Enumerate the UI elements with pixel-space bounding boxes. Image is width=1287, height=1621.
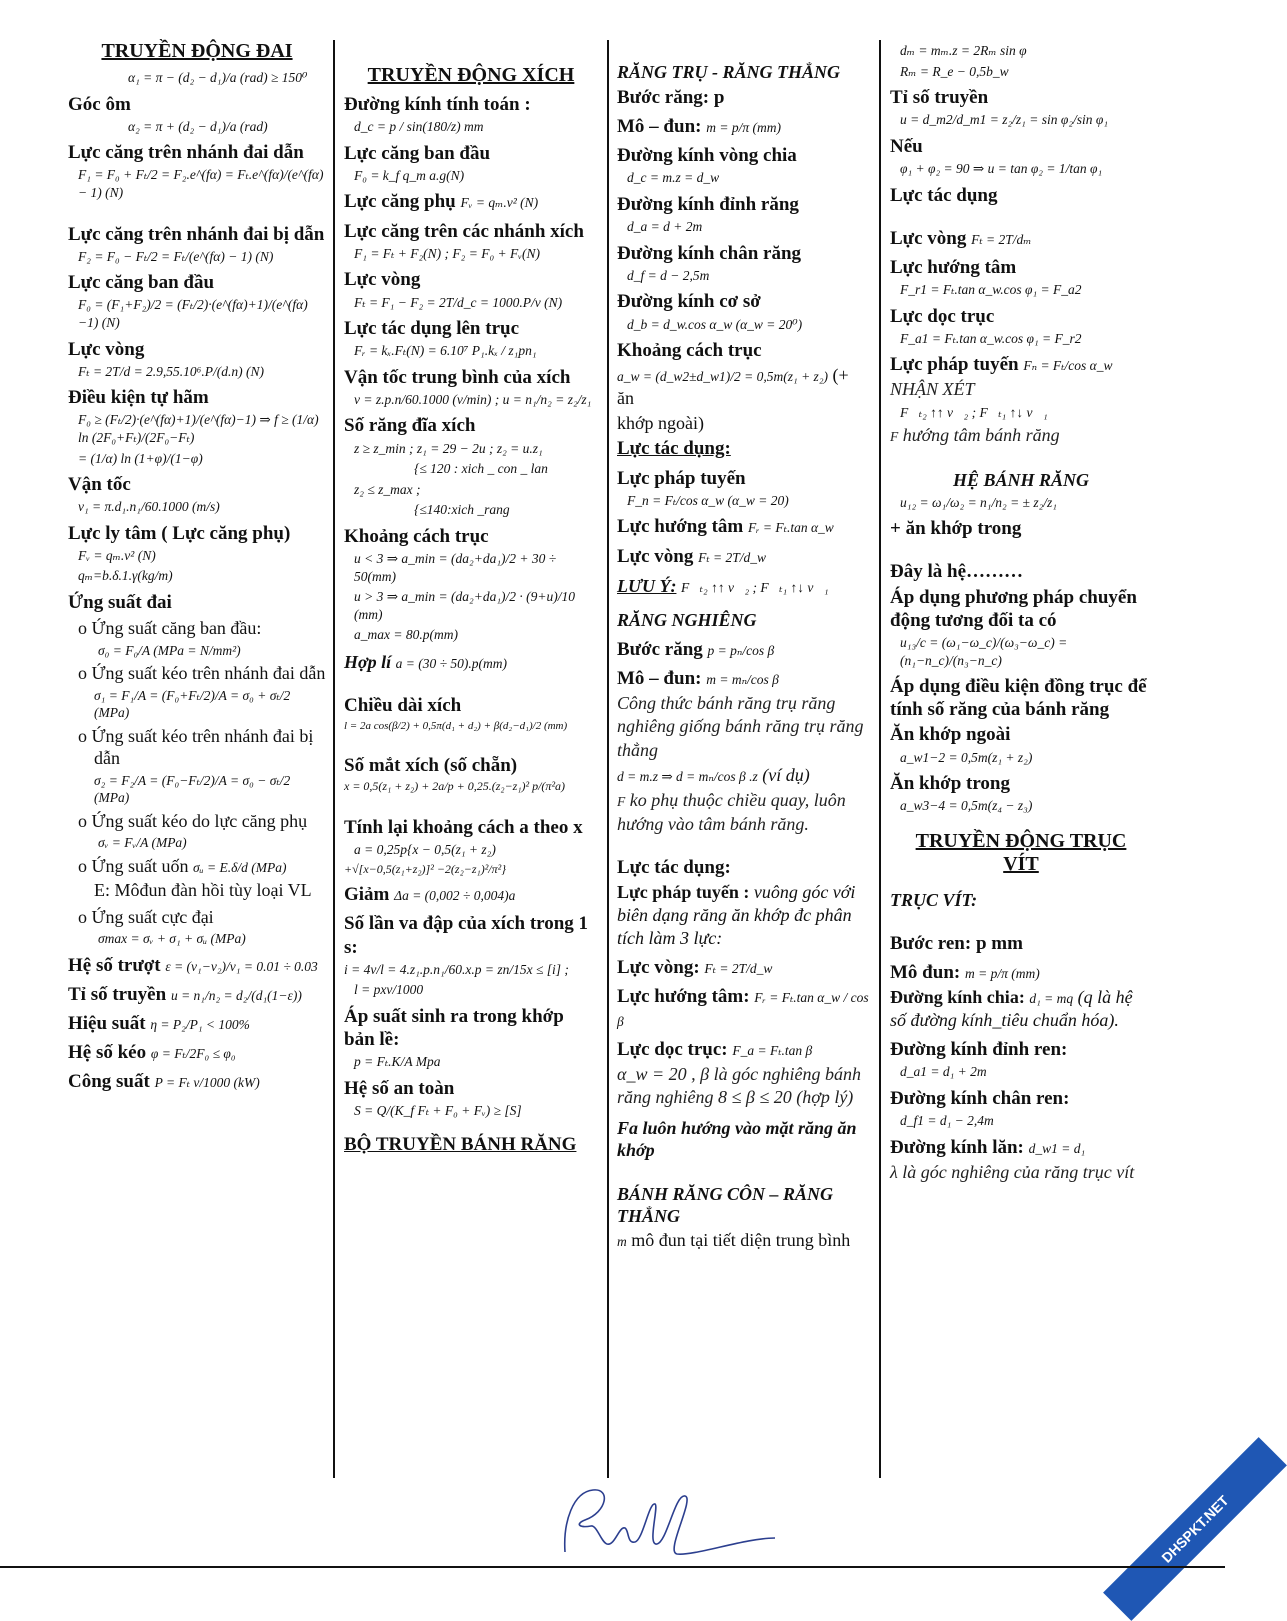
- formula: σmax = σᵥ + σ₁ + σᵤ (MPa): [98, 931, 246, 947]
- formula: l = pxv/1000: [354, 982, 424, 998]
- formula: v = z.p.n/60.1000 (v/min) ; u = n₁/n₂ = z₂/z₁: [354, 391, 592, 407]
- note: Lực pháp tuyến : vuông góc với biên dạng răng ăn khớp đc phân tích làm 3 lực:: [617, 882, 856, 949]
- note: α_w = 20 , β là góc nghiêng bánh răng nghiêng 8 ≤ β ≤ 20 (hợp lý): [617, 1063, 862, 1108]
- note: Đường kính chia: d₁ = mq (q là hệ số đường kính_tiêu chuẩn hóa).: [890, 987, 1133, 1031]
- heading: Đường kính chân ren:: [890, 1087, 1070, 1109]
- formula: d_a1 = d₁ + 2m: [900, 1064, 987, 1080]
- heading: Hợp lí a = (30 ÷ 50).p(mm): [344, 651, 508, 672]
- heading: Đường kính lăn: d_w1 = d₁: [890, 1136, 1086, 1158]
- heading: Lực dọc trục: F_a = Fₜ.tan β: [617, 1038, 813, 1060]
- heading: Lực căng trên nhánh đai bị dẫn: [68, 223, 325, 245]
- heading: Mô – đun: m = p/π (mm): [617, 116, 781, 138]
- formula: u₁₃/c = (ω₁−ω_c)/(ω₃−ω_c) = (n₁−n_c)/(n₃−n_c): [900, 635, 1071, 668]
- formula: a_w1−2 = 0,5m(z₁ + z₂): [900, 749, 1033, 765]
- list-item: [78, 855, 326, 878]
- list-item: o Ứng suất cực đại: [78, 906, 326, 929]
- formula: Fₜ = F₁ − F₂ = 2T/d_c = 1000.P/v (N): [354, 294, 563, 310]
- formula: = (1/α) ln (1+φ)/(1−φ): [78, 450, 203, 466]
- column-spur-gears: [617, 40, 869, 1480]
- formula: Fᵣ = Fₜ.tan α_w / cos β: [617, 990, 869, 1029]
- section-title: RĂNG TRỤ - RĂNG THẲNG: [617, 62, 841, 82]
- formula: α₁ = π − (d₂ − d₁)/a (rad) ≥ 150⁰: [128, 70, 308, 85]
- formula: F⃗ₜ₂ ↑↑ v⃗₂ ; F⃗ₜ₁ ↑↓ v⃗₁: [680, 579, 829, 595]
- formula: Fₜ = 2T/d = 2.9,55.10⁶.P/(d.n) (N): [78, 363, 264, 379]
- heading: Hệ số an toàn: [344, 1077, 455, 1099]
- heading: Tỉ số truyền: [890, 87, 989, 109]
- formula: σ₂ = F₂/A = (F₀−Fₜ/2)/A = σ₀ − σₜ/2 (MPa): [94, 772, 294, 806]
- heading: + ăn khớp trong: [890, 518, 1022, 540]
- list-item-label: Ứng suất uốn: [91, 855, 189, 876]
- heading: Lực vòng: Fₜ = 2T/d_w: [617, 957, 773, 979]
- subsection-title: TRỤC VÍT:: [890, 889, 978, 910]
- heading: Hệ số trượt ε = (v₁−v₂)/v₁ = 0.01 ÷ 0.03: [68, 954, 318, 976]
- formula: a_w3−4 = 0,5m(z₄ − z₃): [900, 798, 1033, 814]
- heading: Công suất P = Fₜ v/1000 (kW): [68, 1071, 260, 1093]
- formula: u < 3 ⇒ a_min = (da₂+da₁)/2 + 30 ÷ 50(mm): [354, 551, 560, 584]
- note: khớp ngoài): [617, 413, 705, 434]
- list-item: o Ứng suất kéo trên nhánh đai bị dẫn: [78, 725, 326, 770]
- column-divider: [607, 40, 609, 1478]
- heading: Đường kính chân răng: [617, 242, 802, 264]
- heading: Tỉ số truyền u = n₁/n₂ = d₂/(d₁(1−ε)): [68, 983, 302, 1005]
- heading: Đường kính đỉnh răng: [617, 194, 799, 216]
- formula: φ₁ + φ₂ = 90 ⇒ u = tan φ₂ = 1/tan φ₁: [900, 160, 1103, 176]
- list-item: o Ứng suất kéo trên nhánh đai dẫn: [78, 662, 326, 685]
- heading: Ứng suất đai: [68, 592, 172, 614]
- formula: l = 2a cos(β/2) + 0,5π(d₁ + d₂) + β(d₂−d₁)/2 (mm): [344, 719, 568, 732]
- formula: dₘ = mₘ.z = 2Rₘ sin φ: [900, 43, 1027, 58]
- formula: u₁₂ = ω₁/ω₂ = n₁/n₂ = ± z₂/z₁: [900, 494, 1057, 510]
- formula: F₂ = F₀ − Fₜ/2 = Fₜ/(e^(fα) − 1) (N): [78, 248, 274, 264]
- heading: Lực tác dụng: [890, 184, 998, 206]
- heading: Lực hướng tâm: Fᵣ = Fₜ.tan α_w / cos β: [617, 986, 869, 1029]
- formula: S = Q/(K_f Fₜ + F₀ + Fᵥ) ≥ [S]: [354, 1102, 522, 1118]
- formula: p = pₙ/cos β: [707, 642, 775, 658]
- formula: m = mₙ/cos β: [706, 671, 779, 687]
- section-title: TRUYỀN ĐỘNG TRỤC VÍT: [915, 829, 1127, 875]
- heading: Đường kính tính toán :: [344, 94, 531, 115]
- formula: z₂ ≤ z_max ;: [354, 481, 421, 497]
- formula: F_a1 = Fₜ.tan α_w.cos φ₁ = F_r2: [900, 330, 1082, 346]
- heading: Lực ly tâm ( Lực căng phụ): [68, 522, 291, 544]
- formula: Δa = (0,002 ÷ 0,004)a: [394, 888, 516, 904]
- formula: a_w = (d_w2±d_w1)/2 = 0,5m(z₁ + z₂): [617, 369, 829, 385]
- formula: d_b = d_w.cos α_w (α_w = 20⁰): [627, 316, 803, 332]
- formula: +√[x−0,5(z₁+z₂)]² −2(z₂−z₁)²/π²}: [344, 861, 507, 876]
- heading: Số lần va đập của xích trong 1 s:: [344, 913, 589, 958]
- formula: d₁ = mq: [1029, 991, 1074, 1007]
- heading: Hệ số kéo φ = Fₜ/2F₀ ≤ φ₀: [68, 1042, 236, 1064]
- heading: Tính lại khoảng cách a theo x: [344, 816, 583, 838]
- heading: Lực căng trên các nhánh xích: [344, 220, 584, 242]
- formula: σ₀ = F₀/A (MPa = N/mm²): [98, 642, 241, 658]
- formula: α₂ = π + (d₂ − d₁)/a (rad): [128, 118, 268, 134]
- heading: Lực pháp tuyến: [617, 467, 746, 489]
- formula: d_c = m.z = d_w: [627, 170, 720, 186]
- heading: Ăn khớp trong: [890, 773, 1010, 795]
- formula: d_w1 = d₁: [1028, 1140, 1086, 1156]
- heading: Lực hướng tâm: [890, 256, 1017, 278]
- formula: F_r1 = Fₜ.tan α_w.cos φ₁ = F_a2: [900, 282, 1082, 298]
- heading: Chiều dài xích: [344, 694, 462, 716]
- formula: u = n₁/n₂ = d₂/(d₁(1−ε)): [170, 987, 302, 1003]
- heading: Lực vòng Fₜ = 2T/d_w: [617, 545, 767, 567]
- formula: a = 0,25p{x − 0,5(z₁ + z₂): [354, 842, 496, 858]
- watermark-text: DHSPKT.NET: [1103, 1437, 1287, 1621]
- heading: Đường kính đỉnh ren:: [890, 1039, 1068, 1061]
- formula: d = m.z ⇒ d = mₙ/cos β .z: [617, 769, 758, 785]
- signature: [545, 1482, 780, 1562]
- column-belt-drive: [68, 40, 326, 1480]
- bottom-rule: [0, 1566, 1225, 1568]
- formula: Fₜ = 2T/dₘ: [971, 231, 1032, 247]
- formula: φ = Fₜ/2F₀ ≤ φ₀: [150, 1046, 236, 1062]
- list-item: o Ứng suất kéo do lực căng phụ: [78, 810, 326, 833]
- formula: σᵥ = Fᵥ/A (MPa): [98, 835, 187, 851]
- heading: Lực vòng Fₜ = 2T/dₘ: [890, 227, 1032, 249]
- heading: Áp dụng điều kiện đồng trục để tính số răng của bánh răng: [890, 676, 1147, 721]
- formula: a = (30 ÷ 50).p(mm): [395, 655, 508, 671]
- formula: Fₙ = Fₜ/cos α_w: [1023, 358, 1113, 374]
- heading: Vận tốc: [68, 474, 131, 496]
- formula-line: d = m.z ⇒ d = mₙ/cos β .z (ví dụ): [617, 765, 810, 786]
- formula: {≤ 120 : xich _ con _ lan: [414, 461, 548, 477]
- formula: ε = (v₁−v₂)/v₁ = 0.01 ÷ 0.03: [165, 958, 318, 974]
- subsection-title: BÁNH RĂNG CÔN – RĂNG THẲNG: [617, 1183, 834, 1226]
- note: F ko phụ thuộc chiều quay, luôn hướng vào tâm bánh răng.: [617, 790, 846, 834]
- formula: d_c = p / sin(180/z) mm: [354, 119, 484, 135]
- heading: Điều kiện tự hãm: [68, 387, 209, 409]
- heading: Bước răng: p: [617, 86, 725, 108]
- heading: LƯU Ý: F⃗ₜ₂ ↑↑ v⃗₂ ; F⃗ₜ₁ ↑↓ v⃗₁: [617, 575, 829, 596]
- heading: Đường kính cơ sở: [617, 291, 761, 313]
- heading: Bước răng p = pₙ/cos β: [617, 638, 775, 660]
- formula: qₘ=b.δ.1.γ(kg/m): [78, 568, 173, 584]
- heading: Lực tác dụng:: [617, 438, 731, 460]
- heading: Giảm Δa = (0,002 ÷ 0,004)a: [344, 884, 516, 906]
- column-divider: [879, 40, 881, 1478]
- heading: Áp dụng phương pháp chuyển động tương đối ta có: [890, 586, 1137, 631]
- formula: u = d_m2/d_m1 = z₂/z₁ = sin φ₂/sin φ₁: [900, 112, 1109, 128]
- heading: Lực căng ban đầu: [68, 272, 215, 294]
- formula: F₀ ≥ (Fₜ/2)·(e^(fα)+1)/(e^(fα)−1) ⇒ f ≥ (1/α) ln (2F₀+Fₜ)/(2F₀−Fₜ): [78, 412, 322, 445]
- note: NHẬN XÉT: [890, 379, 975, 400]
- heading: Số răng đĩa xích: [344, 415, 476, 437]
- heading: Bước ren: p mm: [890, 932, 1023, 954]
- heading: Ăn khớp ngoài: [890, 724, 1011, 746]
- formula: {≤140:xich _rang: [414, 502, 510, 518]
- note: Công thức bánh răng trụ răng nghiêng giống bánh răng trụ răng thẳng: [617, 692, 864, 760]
- formula: F_n = Fₜ/cos α_w (α_w = 20): [627, 492, 789, 508]
- heading: Lực vòng: [344, 269, 421, 291]
- formula: x = 0,5(z₁ + z₂) + 2a/p + 0,25.(z₂−z₁)² p/(π²a): [344, 779, 566, 794]
- heading: Lực căng trên nhánh đai dẫn: [68, 142, 304, 164]
- heading: Hiệu suất η = P₂/P₁ < 100%: [68, 1012, 250, 1034]
- formula: i = 4v/l = 4.z₁.p.n₁/60.x.p = zn/15x ≤ [i] ;: [344, 961, 569, 977]
- section-title: BỘ TRUYỀN BÁNH RĂNG: [344, 1134, 577, 1156]
- formula: Rₘ = R_e − 0,5b_w: [900, 63, 1009, 79]
- section-title: TRUYỀN ĐỘNG ĐAI: [101, 40, 293, 62]
- formula: F⃗ₜ₂ ↑↑ v⃗₂ ; F⃗ₜ₁ ↑↓ v⃗₁: [900, 404, 1048, 420]
- heading: Số mắt xích (số chẵn): [344, 755, 518, 777]
- formula: Fᵥ = qₘ.v² (N): [460, 195, 539, 211]
- note: F hướng tâm bánh răng: [890, 425, 1060, 446]
- formula: σᵤ = E.δ/d (MPa): [192, 859, 287, 875]
- formula: Fᵣ = Fₜ.tan α_w: [747, 520, 834, 536]
- column-bevel-worm: [890, 40, 1152, 1480]
- formula: d_f1 = d₁ − 2,4m: [900, 1113, 994, 1129]
- heading: Khoảng cách trục: [344, 525, 489, 547]
- section-title: TRUYỀN ĐỘNG XÍCH: [367, 64, 575, 86]
- formula: F₁ = Fₜ + F₂(N) ; F₂ = F₀ + Fᵥ(N): [354, 245, 541, 261]
- heading: Khoảng cách trục: [617, 340, 762, 362]
- heading: Lực căng ban đầu: [344, 142, 491, 164]
- heading: Đường kính vòng chia: [617, 145, 797, 167]
- formula: F_a = Fₜ.tan β: [732, 1042, 813, 1058]
- heading: Áp suất sinh ra trong khớp bản lề:: [344, 1005, 564, 1051]
- subsection-title: RĂNG NGHIÊNG: [617, 609, 757, 630]
- formula: σ₁ = F₁/A = (F₀+Fₜ/2)/A = σ₀ + σₜ/2 (MPa): [94, 687, 294, 721]
- note: Fa luôn hướng vào mặt răng ăn khớp: [617, 1117, 857, 1160]
- formula: v₁ = π.d₁.n₁/60.1000 (m/s): [78, 499, 220, 515]
- heading: Mô đun: m = p/π (mm): [890, 962, 1040, 983]
- formula: Fₜ = 2T/d_w: [704, 961, 773, 977]
- heading: Lực dọc trục: [890, 305, 995, 327]
- formula: η = P₂/P₁ < 100%: [150, 1016, 250, 1032]
- list-item: o Ứng suất căng ban đầu:: [78, 617, 326, 640]
- note: E: Môđun đàn hồi tùy loại VL: [94, 880, 312, 901]
- column-divider: [333, 40, 335, 1478]
- formula: a_max = 80.p(mm): [354, 627, 458, 643]
- formula: z ≥ z_min ; z₁ = 29 − 2u ; z₂ = u.z₁: [354, 440, 543, 456]
- subsection-title: HỆ BÁNH RĂNG: [952, 469, 1090, 490]
- formula: m = p/π (mm): [964, 966, 1040, 981]
- formula: P = Fₜ v/1000 (kW): [154, 1075, 260, 1091]
- formula: F₀ = k_f q_m a.g(N): [354, 167, 465, 183]
- heading: Lực hướng tâm Fᵣ = Fₜ.tan α_w: [617, 516, 834, 538]
- watermark-logo: [1045, 1445, 1232, 1585]
- formula: F₁ = F₀ + Fₜ/2 = F₂.e^(fα) = Fₜ.e^(fα)/(e^(fα) − 1) (N): [78, 167, 327, 200]
- heading: Lực tác dụng lên trục: [344, 318, 520, 340]
- formula: d_a = d + 2m: [627, 219, 703, 235]
- heading: Mô – đun: m = mₙ/cos β: [617, 667, 779, 689]
- heading: Đây là hệ………: [890, 561, 1023, 583]
- column-chain-drive: [344, 40, 598, 1480]
- formula: F₀ = (F₁+F₂)/2 = (Fₜ/2)·(e^(fα)+1)/(e^(fα)−1) (N): [78, 297, 308, 330]
- heading: Lực tác dụng:: [617, 856, 731, 878]
- note: λ là góc nghiêng của răng trục vít: [890, 1161, 1135, 1182]
- heading: Vận tốc trung bình của xích: [344, 366, 571, 388]
- formula: Fᵣ = kₓ.Fₜ(N) = 6.10⁷ P₁.kₓ / z₁pn₁: [354, 343, 537, 359]
- formula-line: a_w = (d_w2±d_w1)/2 = 0,5m(z₁ + z₂) (+ ăn: [617, 365, 849, 409]
- formula: p = Fₜ.K/A Mpa: [354, 1054, 441, 1070]
- heading: Góc ôm: [68, 93, 131, 115]
- heading: Nếu: [890, 135, 923, 157]
- formula: u > 3 ⇒ a_min = (da₂+da₁)/2 · (9+u)/10 (mm): [354, 589, 579, 622]
- heading: Lực vòng: [68, 338, 145, 360]
- heading: Lực pháp tuyến Fₙ = Fₜ/cos α_w: [890, 354, 1113, 376]
- note: m mô đun tại tiết diện trung bình: [617, 1230, 851, 1251]
- formula: m = p/π (mm): [706, 120, 781, 136]
- formula: d_f = d − 2,5m: [627, 267, 710, 283]
- formula: Fₜ = 2T/d_w: [698, 549, 767, 565]
- formula: Fᵥ = qₘ.v² (N): [78, 547, 156, 563]
- heading: Lực căng phụ Fᵥ = qₘ.v² (N): [344, 191, 539, 213]
